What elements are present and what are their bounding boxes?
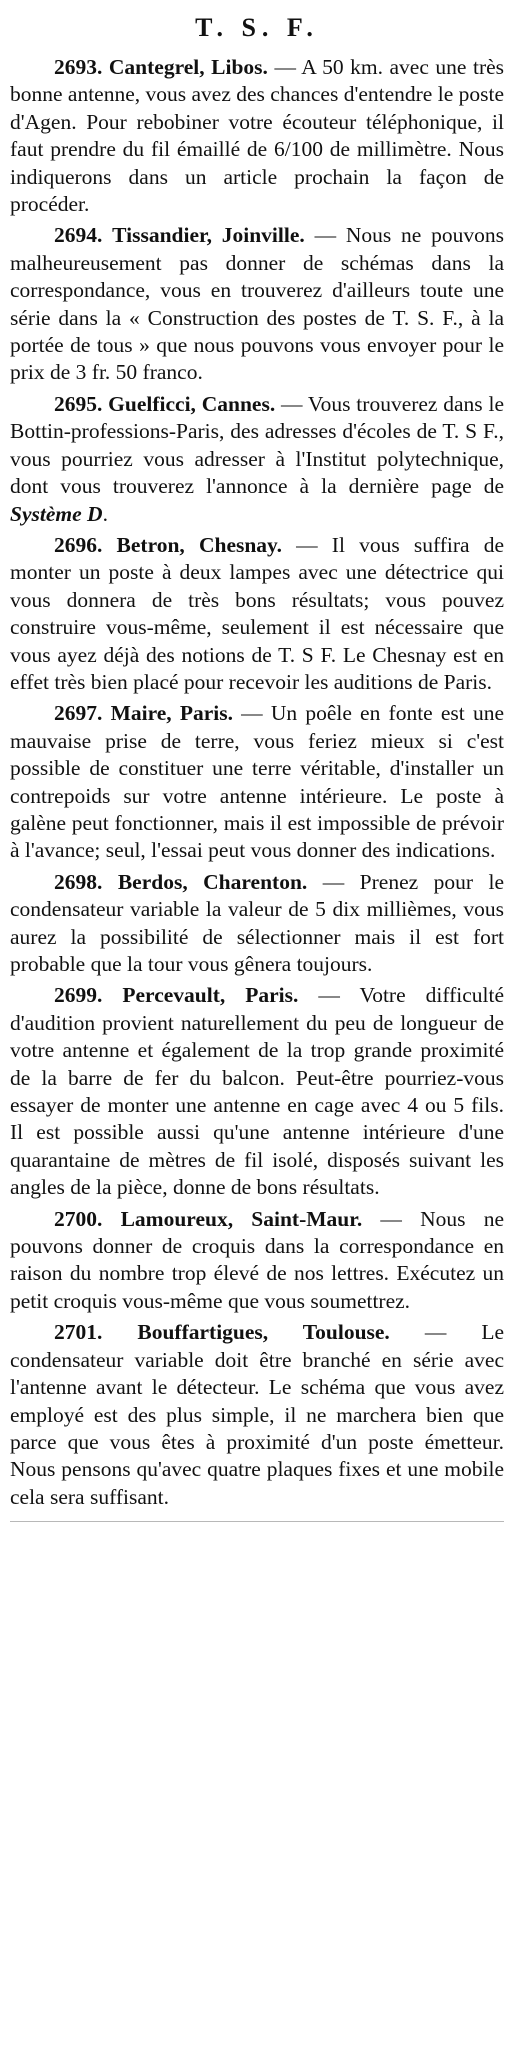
entry-number: 2699. — [54, 983, 103, 1008]
entry-2694 — [10, 222, 504, 386]
entry-number: 2695. — [54, 391, 103, 416]
entry-2696 — [10, 532, 504, 696]
entry-text: — Nous ne pouvons malheureusement pas donner de schémas dans la correspondance, vous en trouverez d'ailleurs toute une série dans la « Construction des postes de T. S. F., à la portée de tous » que nous pouvons vous envoyer pour le prix de 3 fr. 50 franco. — [10, 223, 505, 385]
bottom-divider — [10, 1521, 504, 1522]
entry-2697 — [10, 700, 504, 864]
entry-name: Betron, Chesnay. — [116, 532, 282, 557]
entry-text: — Un poêle en fonte est une mauvaise prise de terre, vous feriez mieux si c'est possible de constituer une terre véritable, d'installer un contrepoids sur votre antenne intérieure. Le poste à galène peut fonctionner, mais il est impossible de prévoir à l'avance; seul, l'essai peut vous donner des indications. — [10, 701, 505, 863]
entry-name: Bouffartigues, Toulouse. — [137, 1320, 390, 1345]
section-title: T. S. F. — [195, 13, 319, 42]
entry-text: — Votre difficulté d'audition provient naturellement du peu de longueur de votre antenne et également de la trop grande proximité de la barre de fer du balcon. Peut-être pourriez-vous essayer de monter une antenne en cage avec 4 ou 5 fils. Il est possible aussi qu'une antenne intérieure d'une quarantaine de mètres de fil isolé, disposés suivant les angles de la pièce, donne de bons résultats. — [10, 983, 505, 1200]
entry-text: — Prenez pour le condensateur variable la valeur de 5 dix millièmes, vous aurez la possibilité de sélectionner mais il est fort probable que la tour vous gênera toujours. — [10, 869, 504, 976]
entry-name: Maire, Paris. — [110, 701, 233, 726]
entry-2698 — [10, 869, 504, 979]
entry-number: 2700. — [54, 1206, 103, 1231]
entry-text: — Nous ne pouvons donner de croquis dans la correspondance en raison du nombre trop élevé de nos lettres. Exécutez un petit croquis vous-même que vous soumettrez. — [10, 1206, 505, 1313]
entry-2701 — [10, 1319, 504, 1511]
entry-number: 2696. — [54, 532, 103, 557]
entry-2693 — [10, 54, 504, 218]
entry-number: 2701. — [54, 1320, 103, 1345]
entry-text-end: . — [102, 501, 108, 526]
entry-name: Berdos, Charenton. — [117, 869, 308, 894]
entry-2699 — [10, 982, 504, 1201]
entry-name: Cantegrel, Libos. — [108, 55, 268, 79]
entry-number: 2693. — [54, 55, 103, 79]
entry-number: 2698. — [54, 869, 103, 894]
entry-name: Lamoureux, Saint-Maur. — [120, 1206, 363, 1231]
entry-number: 2697. — [54, 701, 103, 726]
entry-text: — Le condensateur variable doit être branché en série avec l'antenne avant le détecteur. Le schéma que vous avez employé est des plus simple, il ne marchera bien que parce que vous êtes à proximité d'un poste émetteur. Nous pensons qu'avec quatre plaques fixes et une mobile cela sera suffisant. — [10, 1320, 504, 1509]
entry-text: — A 50 km. avec une très bonne antenne, vous avez des chances d'entendre le poste d'Agen. Pour rebobiner votre écouteur téléphonique, il faut prendre du fil émaillé de 6/100 de millimètre. Nous indiquerons dans un article prochain la façon de procéder. — [10, 55, 505, 217]
entry-name: Tissandier, Joinville. — [112, 223, 305, 248]
entry-text: — Vous trouverez dans le Bottin-professions-Paris, des adresses d'écoles de T. S F., vous pourriez vous adresser à l'Institut polytechnique, dont vous trouverez l'annonce à la dernière page de — [10, 391, 504, 499]
entry-number: 2694. — [54, 223, 103, 248]
magazine-title: Système D — [10, 501, 103, 526]
entry-text: — Il vous suffira de monter un poste à deux lampes avec une détectrice qui vous donnera de très bons résultats; vous pouvez construire vous-même, seulement il est nécessaire que vous ayez déjà des notions de T. S F. Le Chesnay est en effet très bien placé pour recevoir les auditions de Paris. — [10, 532, 504, 694]
entry-2695 — [10, 391, 504, 528]
entry-name: Percevault, Paris. — [122, 983, 299, 1008]
entry-name: Guelficci, Cannes. — [108, 391, 276, 416]
entry-2700 — [10, 1206, 504, 1316]
